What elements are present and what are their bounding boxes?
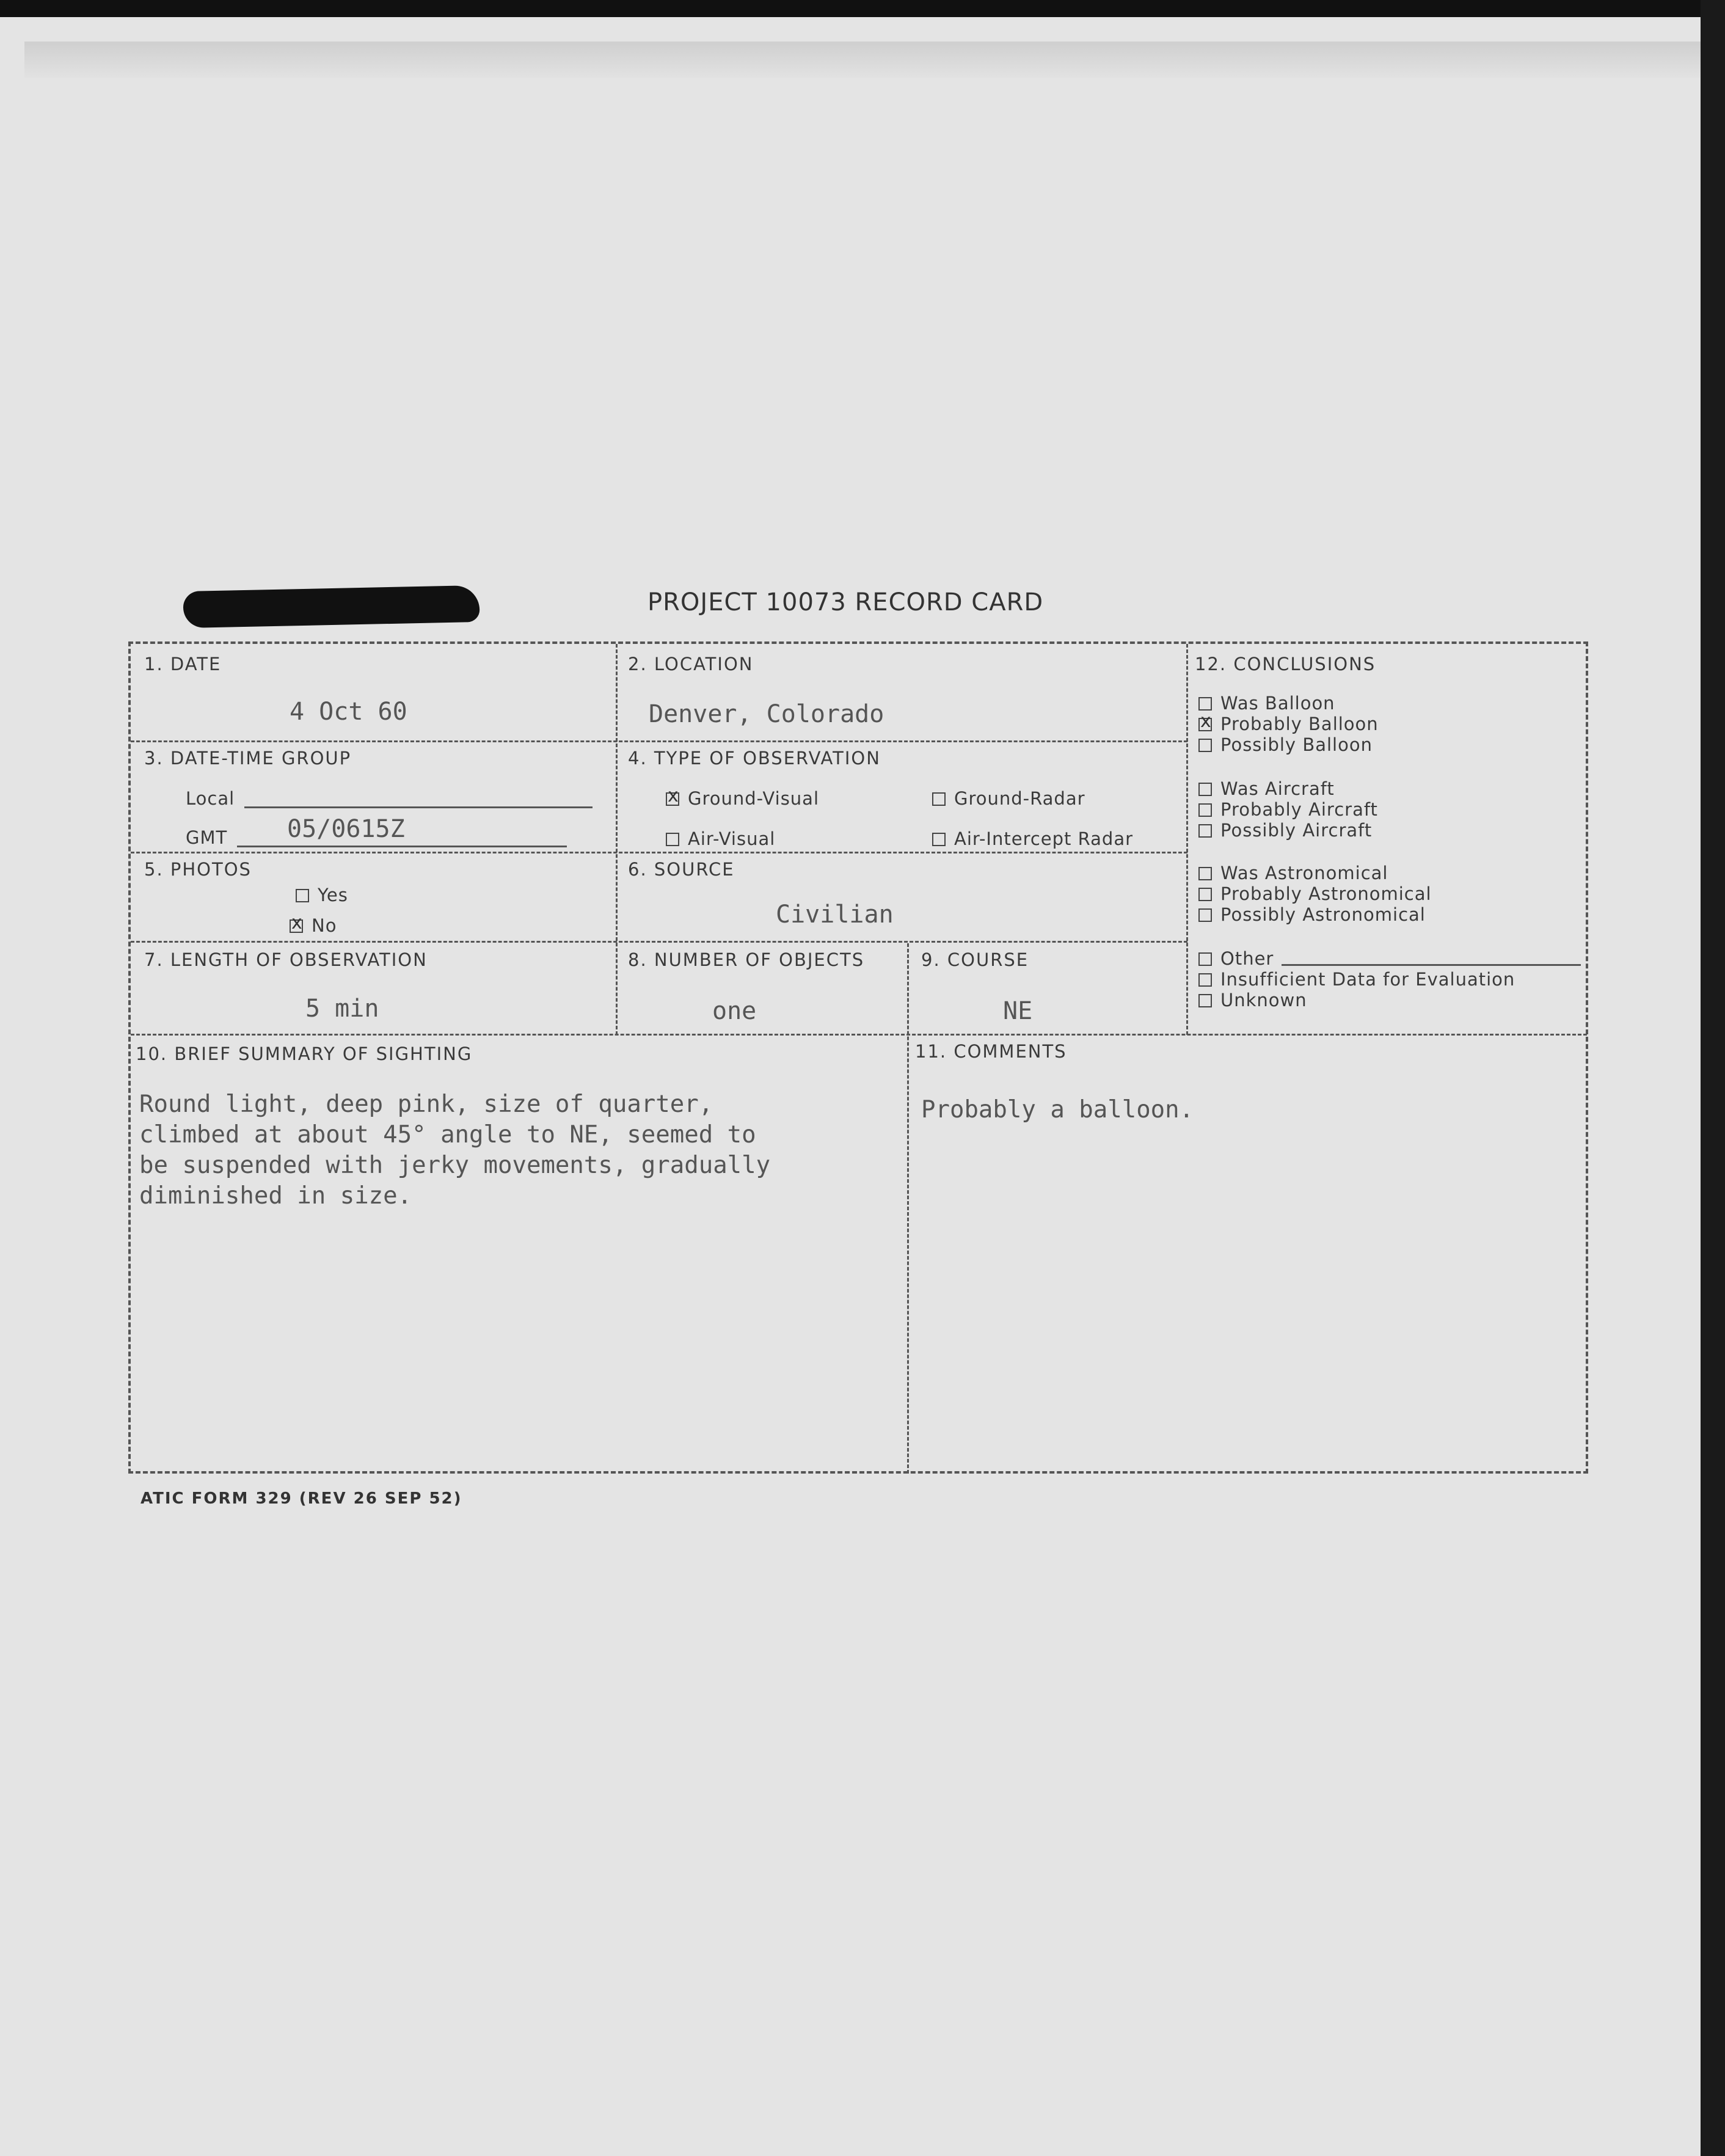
checkbox-icon	[290, 919, 303, 933]
grid-line	[131, 852, 1187, 853]
record-card	[128, 641, 1588, 1474]
checkbox-icon	[1198, 697, 1212, 711]
conclusion-possibly-astronomical: Possibly Astronomical	[1198, 904, 1426, 925]
checkbox-icon	[932, 792, 946, 806]
objects-label: 8. NUMBER OF OBJECTS	[628, 949, 865, 970]
other-underline	[1282, 964, 1581, 966]
photos-no: xNo	[290, 915, 337, 936]
photos-yes: Yes	[296, 885, 348, 905]
conclusion-was-balloon: Was Balloon	[1198, 693, 1335, 714]
local-label: Local	[186, 788, 235, 809]
grid-line	[616, 644, 618, 1035]
gmt-label: GMT	[186, 827, 228, 848]
checkbox-icon	[1198, 803, 1212, 817]
conclusions-label: 12. CONCLUSIONS	[1195, 654, 1376, 674]
grid-line	[1186, 644, 1188, 1035]
checkbox-icon	[296, 889, 309, 902]
checkbox-icon	[1198, 718, 1212, 731]
summary-label: 10. BRIEF SUMMARY OF SIGHTING	[136, 1043, 473, 1064]
gmt-underline	[237, 846, 567, 847]
form-footer: ATIC FORM 329 (REV 26 SEP 52)	[140, 1489, 462, 1508]
checkbox-icon	[1198, 994, 1212, 1007]
comments-value: Probably a balloon.	[921, 1096, 1194, 1124]
length-value: 5 min	[305, 995, 379, 1023]
dtg-label: 3. DATE-TIME GROUP	[144, 748, 352, 769]
redaction-mark	[183, 585, 480, 628]
scan-shadow-band	[24, 42, 1710, 78]
photos-label: 5. PHOTOS	[144, 859, 252, 880]
checkbox-icon	[1198, 952, 1212, 966]
conclusion-unknown: Unknown	[1198, 990, 1307, 1010]
conclusion-other: Other	[1198, 948, 1274, 969]
length-label: 7. LENGTH OF OBSERVATION	[144, 949, 428, 970]
local-underline	[244, 806, 593, 808]
grid-line	[131, 941, 1187, 943]
conclusion-possibly-balloon: Possibly Balloon	[1198, 734, 1373, 755]
option-air-intercept-radar: Air-Intercept Radar	[932, 828, 1133, 849]
checkbox-icon	[666, 833, 679, 846]
conclusion-possibly-aircraft: Possibly Aircraft	[1198, 820, 1372, 841]
objects-value: one	[712, 997, 757, 1025]
checkbox-icon	[1198, 739, 1212, 752]
conclusion-was-aircraft: Was Aircraft	[1198, 778, 1335, 799]
scan-edge	[1701, 0, 1725, 2156]
source-label: 6. SOURCE	[628, 859, 735, 880]
grid-line	[131, 740, 1187, 742]
comments-label: 11. COMMENTS	[915, 1041, 1067, 1062]
grid-line	[131, 1034, 1587, 1036]
checkbox-icon	[1198, 908, 1212, 922]
conclusion-insufficient-data: Insufficient Data for Evaluation	[1198, 969, 1515, 990]
course-value: NE	[1003, 997, 1033, 1025]
checkbox-icon	[1198, 888, 1212, 901]
conclusion-probably-astronomical: Probably Astronomical	[1198, 883, 1432, 904]
option-air-visual: Air-Visual	[666, 828, 775, 849]
date-label: 1. DATE	[144, 654, 222, 674]
type-observation-label: 4. TYPE OF OBSERVATION	[628, 748, 881, 769]
conclusion-was-astronomical: Was Astronomical	[1198, 863, 1388, 883]
conclusion-probably-aircraft: Probably Aircraft	[1198, 799, 1378, 820]
checkbox-icon	[1198, 867, 1212, 880]
grid-line	[907, 943, 909, 1474]
location-value: Denver, Colorado	[649, 700, 884, 728]
gmt-value: 05/0615Z	[287, 815, 405, 843]
summary-text: Round light, deep pink, size of quarter, climbed at about 45° angle to NE, seemed to be suspended with jerky movements, gradually diminished in size.	[139, 1091, 771, 1210]
conclusion-probably-balloon: xProbably Balloon	[1198, 714, 1379, 734]
checkbox-icon	[1198, 824, 1212, 838]
checkbox-icon	[666, 792, 679, 806]
document-page	[0, 17, 1701, 2156]
course-label: 9. COURSE	[921, 949, 1029, 970]
option-ground-radar: Ground-Radar	[932, 788, 1085, 809]
option-ground-visual: xGround-Visual	[666, 788, 819, 809]
checkbox-icon	[1198, 973, 1212, 987]
source-value: Civilian	[776, 901, 894, 929]
date-value: 4 Oct 60	[290, 698, 407, 726]
location-label: 2. LOCATION	[628, 654, 754, 674]
card-title: PROJECT 10073 RECORD CARD	[647, 588, 1044, 616]
checkbox-icon	[1198, 783, 1212, 796]
checkbox-icon	[932, 833, 946, 846]
